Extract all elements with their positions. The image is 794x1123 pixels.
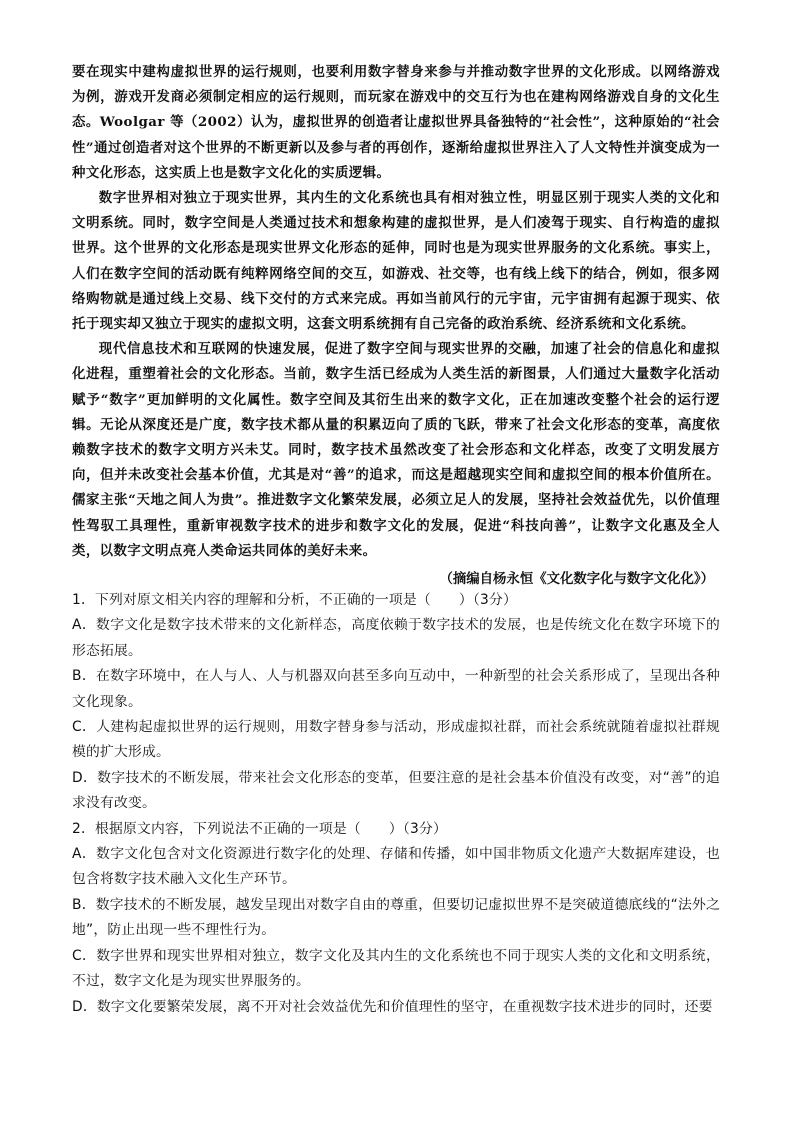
question-2 [72,817,720,1020]
question-1-option-d: D．数字技术的不断发展，带来社会文化形态的变革，但要注意的是社会基本价值没有改变，对“善”的追求没有改变。 [72,769,720,812]
question-2-stem: 2．根据原文内容，下列说法不正确的一项是（ ）（3分） [72,820,447,837]
question-2-option-d: D．数字文化要繁荣发展，离不开对社会效益优先和价值理性的坚守，在重视数字技术进步的同时，还要 [72,998,713,1015]
question-section [72,588,720,1020]
question-1 [72,588,720,817]
question-2-option-b: B．数字技术的不断发展，越发呈现出对数字自由的尊重，但要切记虚拟世界不是突破道德底线的“法外之地”，防止出现一些不理性行为。 [72,896,720,939]
question-1-option-c: C．人建构起虚拟世界的运行规则，用数字替身参与活动，形成虚拟社群，而社会系统就随着虚拟社群规模的扩大形成。 [72,719,720,761]
question-1-stem: 1．下列对原文相关内容的理解和分析，不正确的一项是（ ）（3分） [72,592,517,608]
question-2-option-c: C．数字世界和现实世界相对独立，数字文化及其内生的文化系统也不同于现实人类的文化和文明系统，不过，数字文化是为现实世界服务的。 [72,947,720,990]
passage-source-citation: （摘编自杨永恒《文化数字化与数字文化化》） [439,571,714,588]
question-1-option-a: A．数字文化是数字技术带来的文化新样态，高度依赖于数字技术的发展，也是传统文化在数字环境下的形态拓展。 [72,617,720,659]
question-2-option-a: A．数字文化包含对文化资源进行数字化的处理、存储和传播，如中国非物质文化遗产大数据库建设，也包含将数字技术融入文化生产环节。 [72,846,720,888]
reading-passage [72,60,720,590]
question-1-option-b: B．在数字环境中，在人与人、人与机器双向甚至多向互动中，一种新型的社会关系形成了，呈现出各种文化现象。 [72,668,720,710]
passage-paragraph-2: 数字世界相对独立于现实世界，其内生的文化系统也具有相对独立性，明显区别于现实人类的文化和文明系统。同时，数字空间是人类通过技术和想象构建的虚拟世界，是人们凌驾于现实、自行构造的虚拟世界。这个世界的文化形态是现实世界文化形态的延伸，同时也是为现实世界服务的文化系统。事实上，人们在数字空间的活动既有纯粹网络空间的交互，如游戏、社交等，也有线上线下的结合，例如，很多网络购物就是通过线上交易、线下交付的方式来完成。再如当前风行的元宇宙，元宇宙拥有起源于现实、依托于现实却又独立于现实的虚拟文明，这套文明系统拥有自己完备的政治系统、经济系统和文化系统。 [72,190,720,333]
passage-paragraph-3: 现代信息技术和互联网的快速发展，促进了数字空间与现实世界的交融，加速了社会的信息化和虚拟化进程，重塑着社会的文化形态。当前，数字生活已经成为人类生活的新图景，人们通过大量数字化活动赋予“数字”更加鲜明的文化属性。数字空间及其衍生出来的数字文化，正在加速改变整个社会的运行逻辑。无论从深度还是广度，数字技术都从量的积累迈向了质的飞跃，带来了社会文化形态的变革，高度依赖数字技术的数字文明方兴未艾。同时，数字技术虽然改变了社会形态和文化样态，改变了文明发展方向，但并未改变社会基本价值，尤其是对“善”的追求，而这是超越现实空间和虚拟空间的根本价值所在。儒家主张“天地之间人为贵”。推进数字文化繁荣发展，必须立足人的发展，坚持社会效益优先，以价值理性驾驭工具理性，重新审视数字技术的进步和数字文化的发展，促进“科技向善”，让数字文化惠及全人类，以数字文明点亮人类命运共同体的美好未来。 [72,341,720,559]
passage-paragraph-1: 要在现实中建构虚拟世界的运行规则，也要利用数字替身来参与并推动数字世界的文化形成。以网络游戏为例，游戏开发商必须制定相应的运行规则，而玩家在游戏中的交互行为也在建构网络游戏自身的文化生态。Woolgar 等（2002）认为，虚拟世界的创造者让虚拟世界具备独特的“社会性”，这种原始的“社会性”通过创造者对这个世界的不断更新以及参与者的再创作，逐渐给虚拟世界注入了人文特性并演变成为一种文化形态，这实质上也是数字文化化的实质逻辑。 [72,64,720,181]
